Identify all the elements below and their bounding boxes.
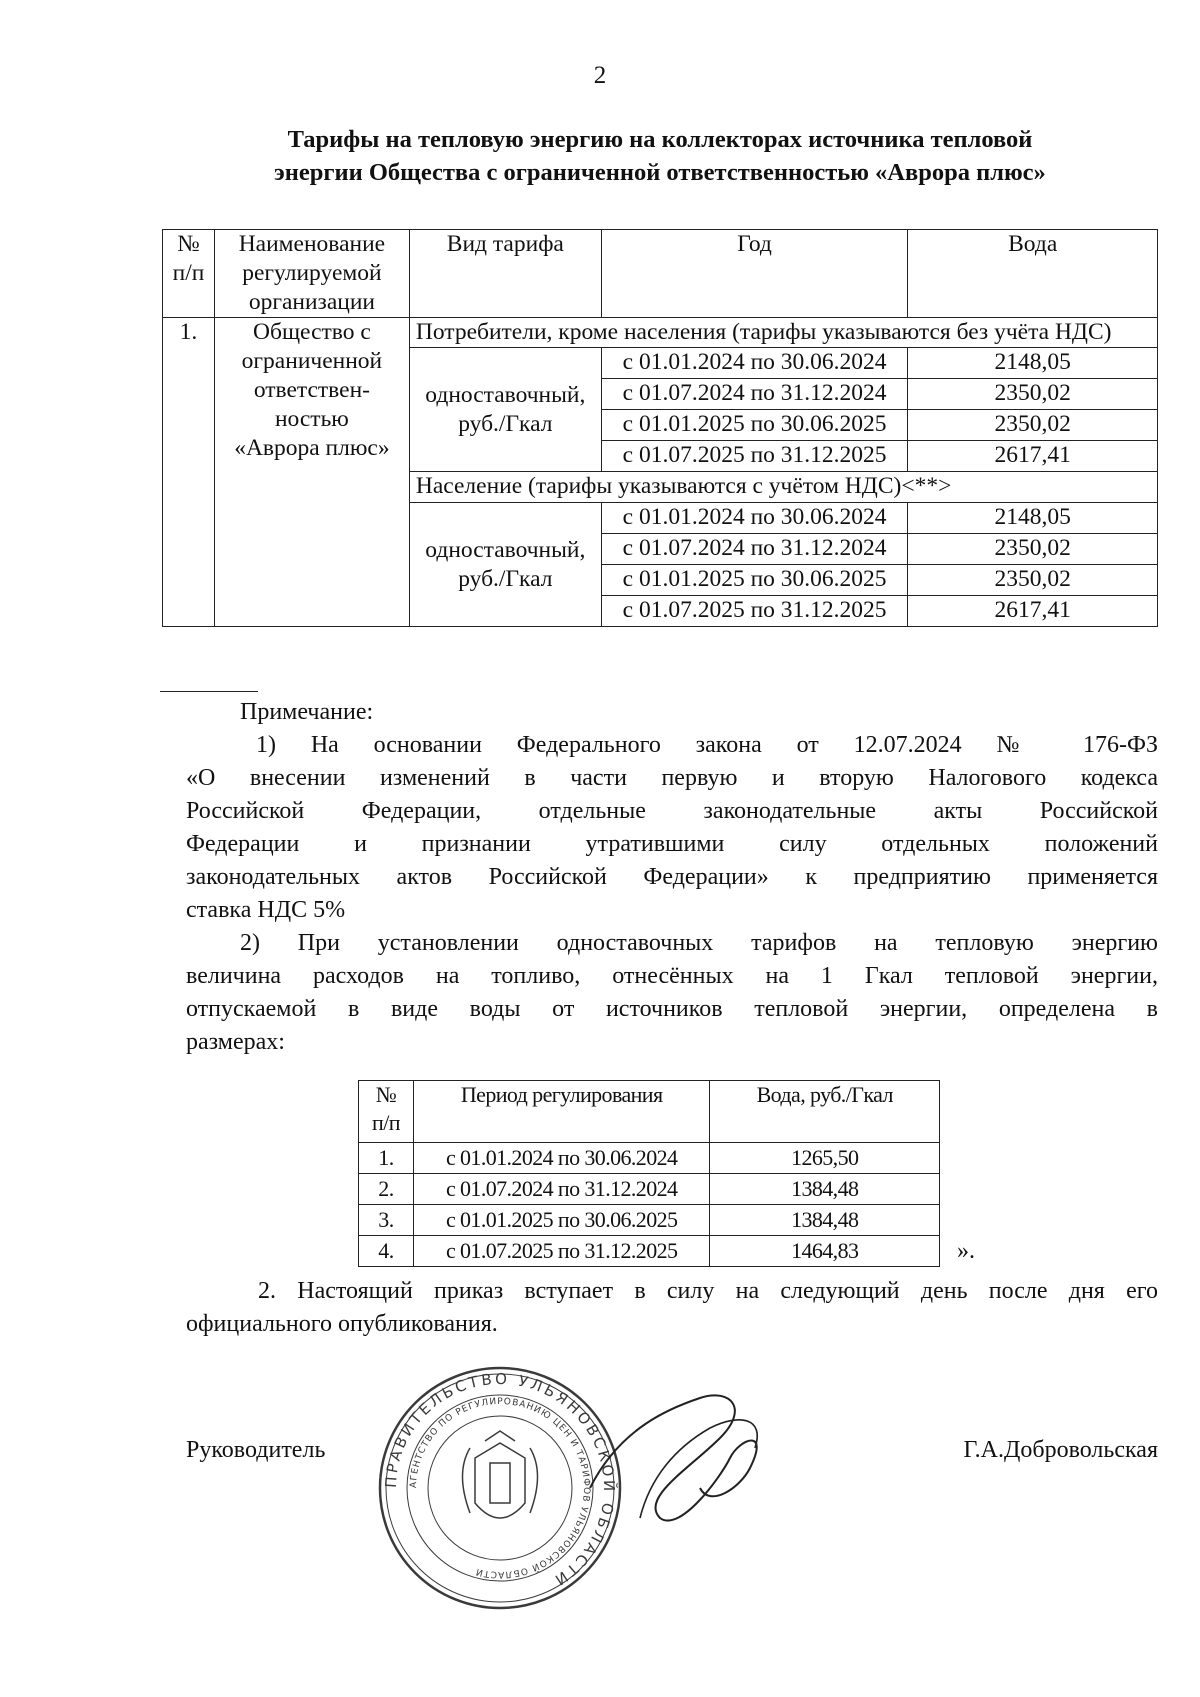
title-line-1: Тарифы на тепловую энергию на коллекторах источника тепловой xyxy=(287,126,1033,153)
clause-line: 2. Настоящий приказ вступает в силу на следующий день после дня его xyxy=(258,1278,1158,1304)
group1-tariff-type xyxy=(409,348,601,472)
value-cell: 2350,02 xyxy=(908,565,1158,596)
org-line: ответствен- xyxy=(253,377,370,403)
fuel-period-cell: с 01.01.2025 по 30.06.2025 xyxy=(413,1205,710,1236)
tariff-type-line: одноставочный, xyxy=(425,381,586,408)
fuel-table-header xyxy=(359,1081,940,1143)
value-cell: 2350,02 xyxy=(908,410,1158,441)
footnote-rule xyxy=(160,691,258,692)
period-cell: с 01.01.2025 по 30.06.2025 xyxy=(601,565,908,596)
period-cell: с 01.07.2025 по 31.12.2025 xyxy=(601,441,908,472)
value-cell: 2148,05 xyxy=(908,503,1158,534)
table-row xyxy=(359,1205,940,1236)
note-line: величина расходов на топливо, отнесённых на 1 Гкал тепловой энергии, xyxy=(186,963,1158,989)
value-cell: 2617,41 xyxy=(908,596,1158,627)
document-title xyxy=(190,123,1130,189)
note-line: Российской Федерации, отдельные законодательные акты Российской xyxy=(186,798,1158,824)
header-year: Год xyxy=(601,230,908,318)
page-number: 2 xyxy=(593,62,607,89)
note-line: 1) На основании Федерального закона от 12.07.2024 № 176-ФЗ xyxy=(256,732,1158,758)
note-heading: Примечание: xyxy=(240,699,374,725)
org-line: «Аврора плюс» xyxy=(234,435,390,461)
group2-title: Население (тарифы указываются с учётом НДС)<**> xyxy=(409,472,1157,503)
closing-quote: ». xyxy=(957,1238,975,1264)
period-cell: с 01.07.2025 по 31.12.2025 xyxy=(601,596,908,627)
fuel-header-water: Вода, руб./Гкал xyxy=(710,1081,940,1143)
fuel-num-cell: 4. xyxy=(359,1236,414,1267)
fuel-value-cell: 1384,48 xyxy=(710,1174,940,1205)
group1-title-row xyxy=(163,318,1158,348)
clause-line: официального опубликования. xyxy=(186,1311,498,1337)
fuel-period-cell: с 01.01.2024 по 30.06.2024 xyxy=(413,1143,710,1174)
title-line-2: энергии Общества с ограниченной ответственностью «Аврора плюс» xyxy=(274,159,1046,186)
note-line: законодательных актов Российской Федерации» к предприятию применяется xyxy=(186,864,1158,890)
table-row xyxy=(359,1174,940,1205)
header-water: Вода xyxy=(908,230,1158,318)
fuel-value-cell: 1265,50 xyxy=(710,1143,940,1174)
tariff-type-line: одноставочный, xyxy=(425,536,586,563)
fuel-cost-table xyxy=(358,1080,940,1267)
period-cell: с 01.01.2024 по 30.06.2024 xyxy=(601,348,908,379)
tariff-table xyxy=(162,229,1158,627)
note-line: отпускаемой в виде воды от источников тепловой энергии, определена в xyxy=(186,996,1158,1022)
header-num xyxy=(163,230,215,318)
header-num-line-1: № xyxy=(177,231,200,257)
period-cell: с 01.07.2024 по 31.12.2024 xyxy=(601,379,908,410)
fuel-header-num-line: № xyxy=(375,1082,397,1107)
effective-clause xyxy=(186,1275,1158,1341)
organization-name xyxy=(214,318,409,627)
org-line: Общество с xyxy=(253,319,371,345)
fuel-header-num xyxy=(359,1081,414,1143)
group2-tariff-type xyxy=(409,503,601,627)
note-line: «О внесении изменений в части первую и вторую Налогового кодекса xyxy=(186,765,1158,791)
tariff-type-line: руб./Гкал xyxy=(458,565,553,592)
note-line: Федерации и признании утратившими силу отдельных положений xyxy=(186,831,1158,857)
value-cell: 2350,02 xyxy=(908,379,1158,410)
org-line: ограниченной xyxy=(241,348,383,374)
fuel-num-cell: 3. xyxy=(359,1205,414,1236)
note-item-2 xyxy=(186,927,1158,1059)
value-cell: 2617,41 xyxy=(908,441,1158,472)
svg-text:АГЕНТСТВО ПО РЕГУЛИРОВАНИЮ ЦЕН: АГЕНТСТВО ПО РЕГУЛИРОВАНИЮ ЦЕН И ТАРИФОВ УЛЬЯНОВСКОЙ ОБЛАСТИ xyxy=(408,1396,592,1580)
table-row xyxy=(359,1143,940,1174)
value-cell: 2148,05 xyxy=(908,348,1158,379)
note-item-1 xyxy=(186,729,1158,927)
period-cell: с 01.01.2025 по 30.06.2025 xyxy=(601,410,908,441)
fuel-header-num-line: п/п xyxy=(372,1110,400,1135)
header-org: Наименование регулируемой организации xyxy=(214,230,409,318)
signer-name: Г.А.Добровольская xyxy=(963,1437,1158,1463)
org-line: ностью xyxy=(274,406,349,432)
row-number: 1. xyxy=(163,318,215,627)
fuel-value-cell: 1464,83 xyxy=(710,1236,940,1267)
period-cell: с 01.07.2024 по 31.12.2024 xyxy=(601,534,908,565)
value-cell: 2350,02 xyxy=(908,534,1158,565)
note-line: размерах: xyxy=(186,1029,285,1055)
fuel-value-cell: 1384,48 xyxy=(710,1205,940,1236)
group1-title: Потребители, кроме населения (тарифы указываются без учёта НДС) xyxy=(409,318,1157,348)
note-line: ставка НДС 5% xyxy=(186,897,346,923)
period-cell: с 01.01.2024 по 30.06.2024 xyxy=(601,503,908,534)
signature-icon xyxy=(580,1368,780,1538)
fuel-num-cell: 1. xyxy=(359,1143,414,1174)
tariff-table-header xyxy=(163,230,1158,318)
tariff-type-line: руб./Гкал xyxy=(458,410,553,437)
fuel-header-period: Период регулирования xyxy=(413,1081,710,1143)
fuel-period-cell: с 01.07.2025 по 31.12.2025 xyxy=(413,1236,710,1267)
svg-text:ПРАВИТЕЛЬСТВО УЛЬЯНОВСКОЙ ОБЛА: ПРАВИТЕЛЬСТВО УЛЬЯНОВСКОЙ ОБЛАСТИ xyxy=(381,1369,619,1591)
signer-title: Руководитель xyxy=(186,1437,326,1463)
table-row xyxy=(359,1236,940,1267)
fuel-num-cell: 2. xyxy=(359,1174,414,1205)
note-line: 2) При установлении одноставочных тарифов на тепловую энергию xyxy=(240,930,1158,956)
fuel-period-cell: с 01.07.2024 по 31.12.2024 xyxy=(413,1174,710,1205)
header-num-line-2: п/п xyxy=(172,260,205,286)
header-type: Вид тарифа xyxy=(409,230,601,318)
